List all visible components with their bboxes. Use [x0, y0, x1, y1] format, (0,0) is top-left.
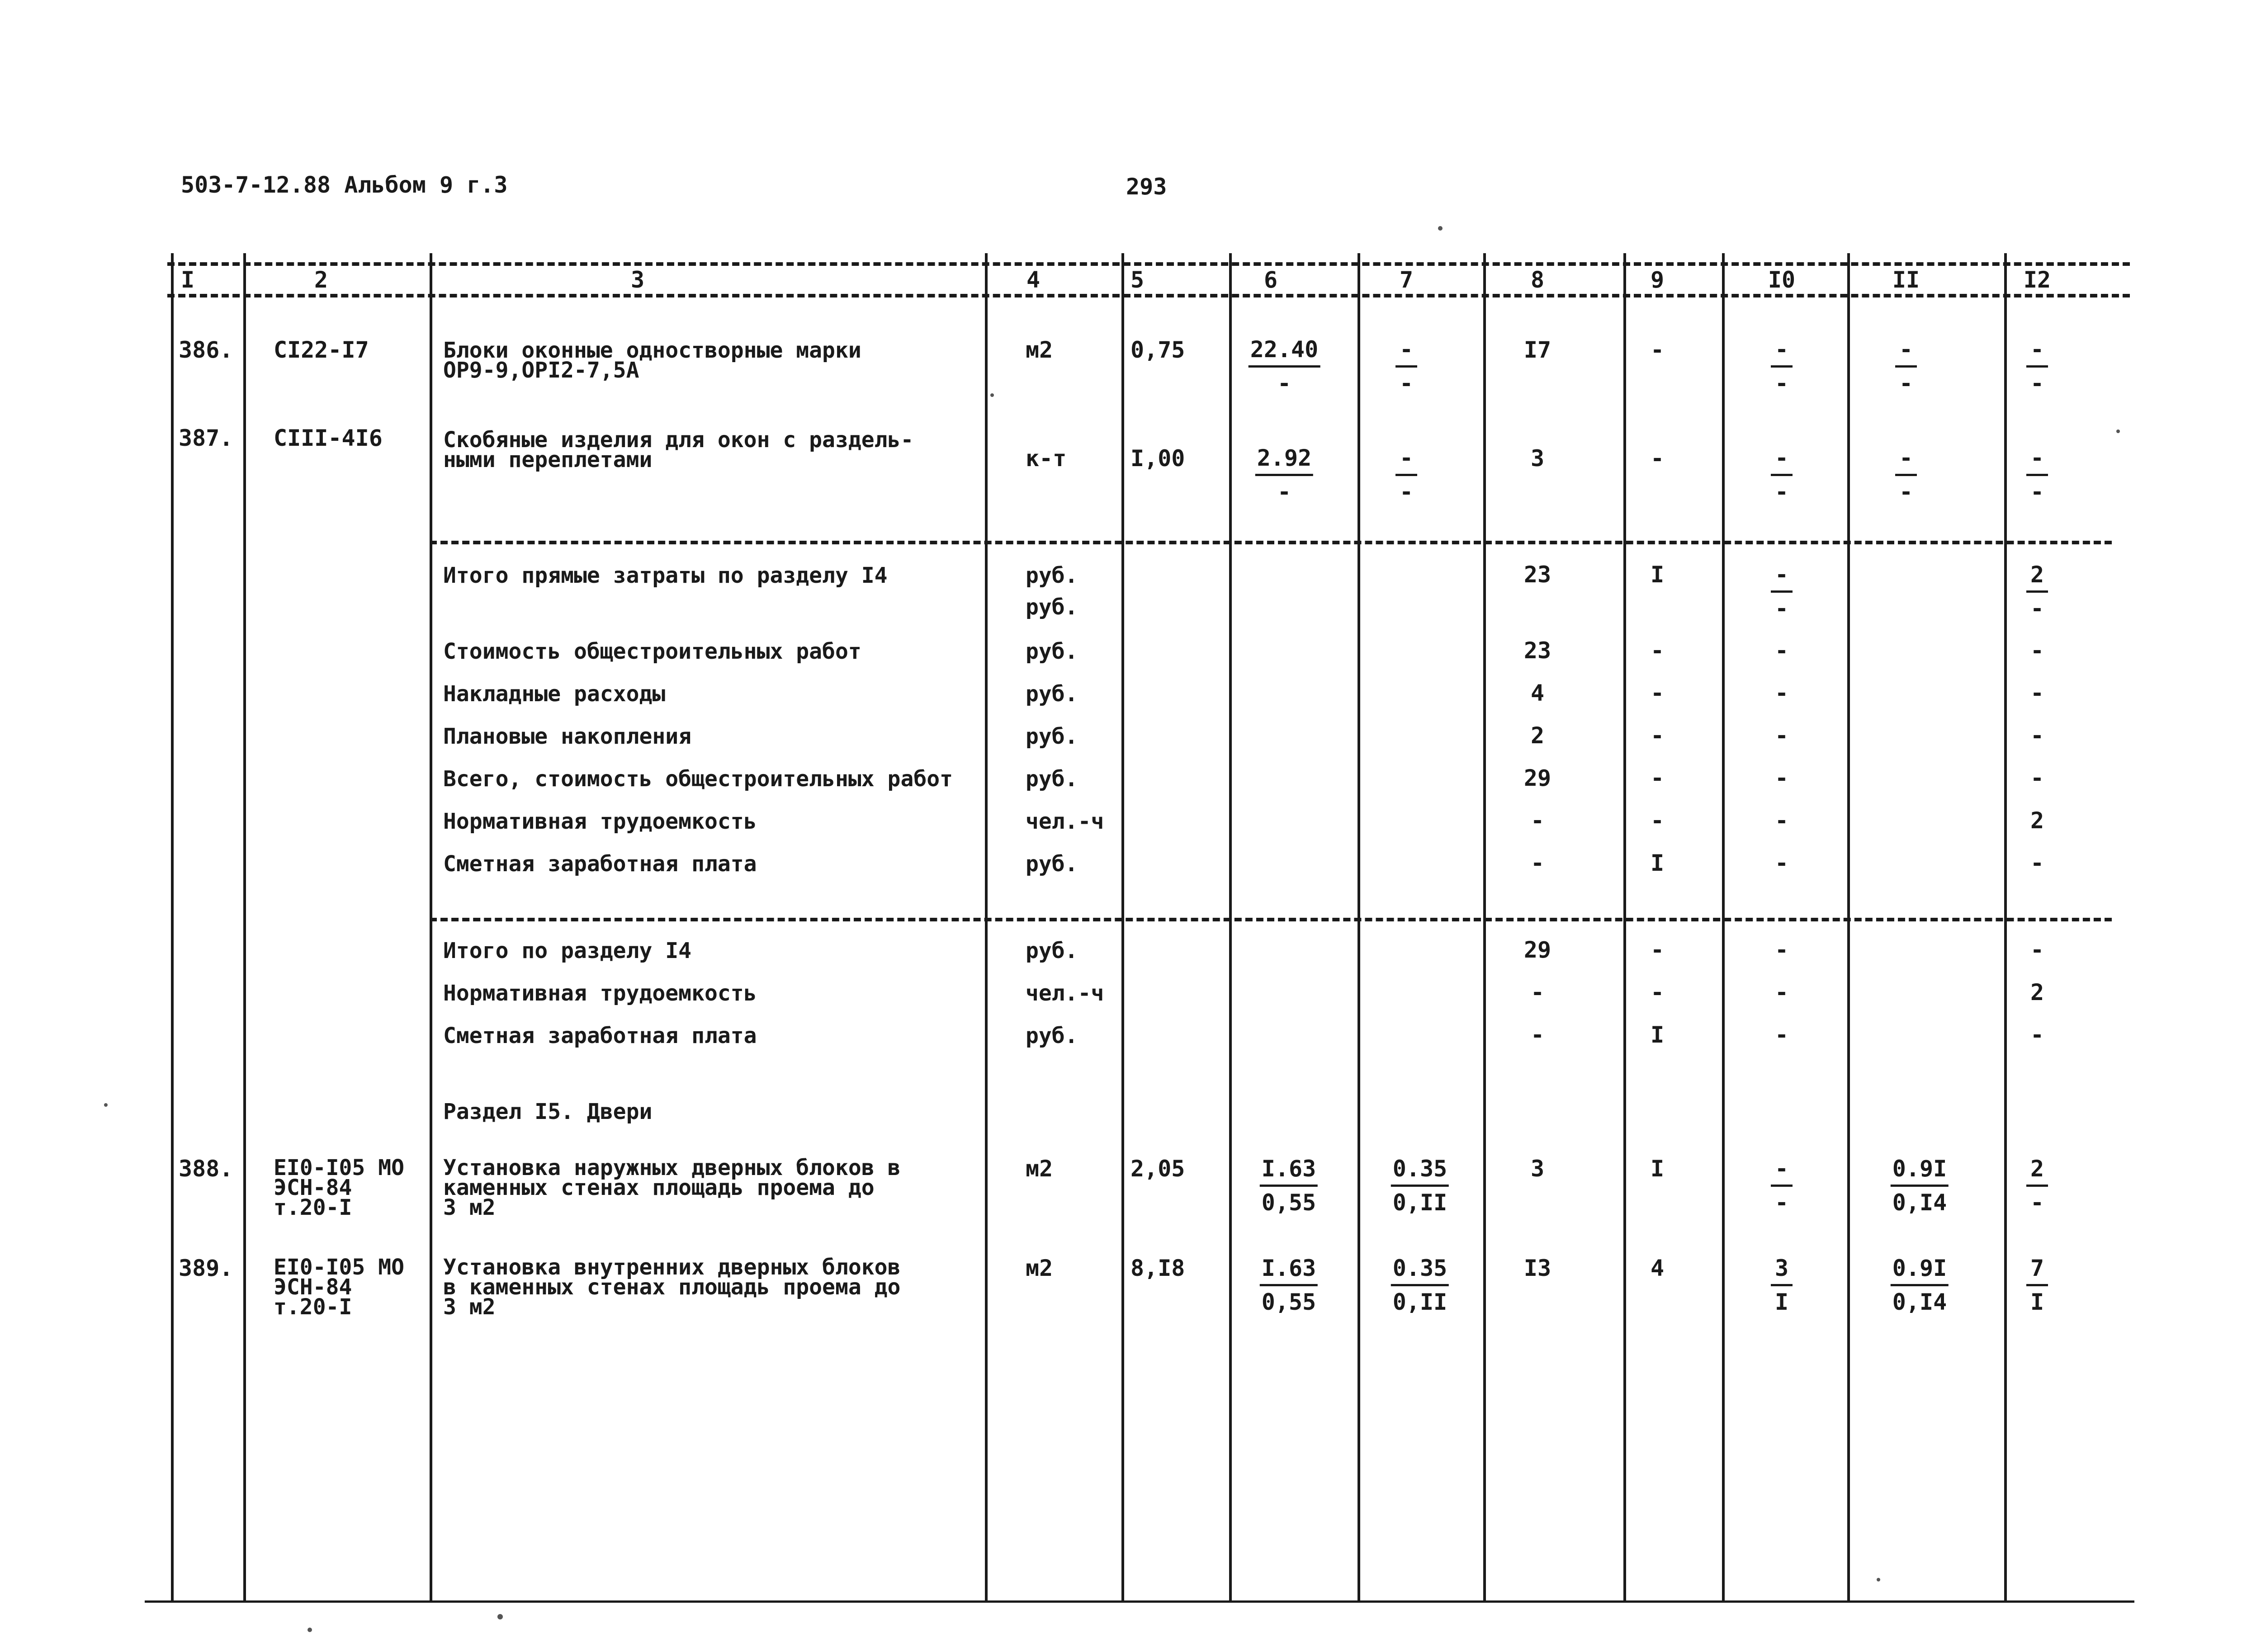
row-description: ными переплетами	[443, 447, 653, 472]
column-header: 5	[1130, 267, 1145, 293]
col6-value: $\frac{I.63}{0,55}$	[1260, 1153, 1318, 1218]
col9-value: -	[1650, 337, 1665, 363]
column-divider	[171, 253, 174, 1600]
col10-value: -	[1774, 979, 1789, 1005]
column-header: I	[181, 267, 195, 293]
scan-speck	[307, 1628, 312, 1632]
scan-speck	[1438, 226, 1443, 231]
column-header: 6	[1263, 267, 1278, 293]
unit: к-т	[1026, 445, 1067, 472]
col9-value: I	[1650, 562, 1665, 588]
column-divider	[1722, 253, 1725, 1600]
scan-speck	[104, 1103, 108, 1107]
column-header: 3	[630, 267, 645, 293]
column-header: 8	[1530, 267, 1545, 293]
unit: руб.	[1026, 851, 1078, 877]
column-header: 2	[314, 267, 328, 293]
row-description: 3 м2	[443, 1294, 496, 1320]
unit: руб.	[1026, 639, 1078, 664]
column-divider	[2004, 253, 2007, 1600]
col9-value: -	[1650, 979, 1665, 1005]
summary-label: Всего, стоимость общестроительных работ	[443, 766, 953, 792]
summary-label: Сметная заработная плата	[443, 851, 757, 877]
col9-value: -	[1650, 445, 1665, 472]
col9-value: -	[1650, 937, 1665, 963]
row-description: в каменных стенах площадь проема до	[443, 1274, 901, 1300]
col8-value: 3	[1530, 1156, 1545, 1182]
col8-value: 2	[1530, 722, 1545, 749]
col8-value: 23	[1523, 637, 1551, 664]
col7-value: - -	[1395, 442, 1417, 508]
price-code: СI22-I7	[274, 337, 369, 363]
col11-value: $\frac{0.9I}{0,I4}$	[1891, 1252, 1949, 1318]
unit: м2	[1026, 1255, 1053, 1281]
col8-value: 29	[1523, 937, 1551, 963]
col10-value: -	[1774, 765, 1789, 791]
col8-value: -	[1530, 850, 1545, 876]
col9-value: I	[1650, 1022, 1665, 1048]
price-code: т.20-I	[274, 1195, 352, 1220]
unit: чел.-ч	[1026, 981, 1104, 1006]
price-code: ЭСН-84	[274, 1175, 352, 1200]
col9-value: 4	[1650, 1255, 1665, 1281]
header-bottom-dashed-rule	[167, 294, 2130, 297]
unit: руб.	[1026, 766, 1078, 792]
col8-value: -	[1530, 979, 1545, 1005]
scan-speck	[990, 393, 994, 397]
page-number: 293	[1126, 174, 1167, 200]
col6-value: 22.40 -	[1249, 334, 1320, 399]
scan-speck	[1877, 1578, 1880, 1581]
col12-value: -	[2030, 637, 2044, 664]
price-code: ЕI0-I05 МО	[274, 1255, 404, 1280]
column-header: 9	[1650, 267, 1665, 293]
column-header: I0	[1768, 267, 1796, 293]
column-header: 7	[1399, 267, 1414, 293]
col12-value: -	[2030, 937, 2044, 963]
summary-dashed-rule	[430, 918, 2112, 921]
row-description: Установка внутренних дверных блоков	[443, 1255, 901, 1280]
column-header: 4	[1026, 267, 1041, 293]
row-description: Установка наружных дверных блоков в	[443, 1155, 901, 1180]
unit: чел.-ч	[1026, 809, 1104, 834]
price-code: т.20-I	[274, 1294, 352, 1320]
column-divider	[1483, 253, 1486, 1600]
unit: руб.	[1026, 1023, 1078, 1048]
column-divider	[1358, 253, 1360, 1600]
col10-value: -	[1774, 1022, 1789, 1048]
col10-value: -	[1774, 937, 1789, 963]
col10-value: -	[1774, 637, 1789, 664]
col8-value: -	[1530, 1022, 1545, 1048]
column-divider	[430, 253, 432, 1600]
col11-value: - -	[1895, 334, 1917, 399]
column-header: I2	[2023, 267, 2051, 293]
col7-value: - -	[1395, 334, 1417, 399]
col8-value: 29	[1523, 765, 1551, 791]
summary-label: Итого прямые затраты по разделу I4	[443, 563, 888, 588]
row-number: 386.	[179, 337, 233, 363]
unit: руб.	[1026, 938, 1078, 963]
col10-value: - -	[1771, 442, 1793, 508]
column-divider	[1121, 253, 1124, 1600]
document-code: 503-7-12.88 Альбом 9 г.3	[181, 172, 508, 198]
row-description: Блоки оконные одностворные марки	[443, 338, 861, 363]
col9-value: I	[1650, 850, 1665, 876]
col10-value: -	[1774, 850, 1789, 876]
col9-value: -	[1650, 807, 1665, 834]
col10-value: -	[1774, 807, 1789, 834]
unit: руб.	[1026, 724, 1078, 749]
col11-value: - -	[1895, 442, 1917, 508]
col9-value: -	[1650, 722, 1665, 749]
col8-value: I7	[1523, 337, 1551, 363]
col9-value: -	[1650, 765, 1665, 791]
summary-label: Нормативная трудоемкость	[443, 809, 757, 834]
col11-value: $\frac{0.9I}{0,I4}$	[1891, 1153, 1949, 1218]
col12-value: $\frac{7}{I}$	[2026, 1252, 2048, 1318]
col9-value: -	[1650, 637, 1665, 664]
row-description: каменных стенах площадь проема до	[443, 1175, 875, 1200]
col12-value: -	[2030, 765, 2044, 791]
col6-value: $\frac{I.63}{0,55}$	[1260, 1252, 1318, 1318]
unit: м2	[1026, 1156, 1053, 1182]
col7-value: $\frac{0.35}{0,II}$	[1391, 1252, 1449, 1318]
col12-value: 2	[2030, 807, 2044, 834]
col10-value: - -	[1771, 559, 1793, 624]
col12-value: -	[2030, 1022, 2044, 1048]
column-divider	[985, 253, 988, 1600]
price-code: ЕI0-I05 МО	[274, 1155, 404, 1180]
row-number: 387.	[179, 425, 233, 451]
unit: руб.	[1026, 595, 1078, 620]
row-description: ОР9-9,ОРI2-7,5А	[443, 358, 639, 383]
col8-value: 23	[1523, 562, 1551, 588]
quantity: I,00	[1130, 445, 1185, 472]
summary-label: Итого по разделу I4	[443, 938, 692, 963]
unit: м2	[1026, 337, 1053, 363]
table-bottom-rule	[145, 1600, 2134, 1603]
summary-label: Нормативная трудоемкость	[443, 981, 757, 1006]
row-description: Скобяные изделия для окон с раздель-	[443, 427, 914, 453]
col10-value: $\frac{3}{I}$	[1771, 1252, 1793, 1318]
column-divider	[1623, 253, 1626, 1600]
scan-speck	[2116, 430, 2120, 433]
col8-value: I3	[1523, 1255, 1551, 1281]
col12-value: -	[2030, 680, 2044, 706]
col8-value: 4	[1530, 680, 1545, 706]
row-number: 389.	[179, 1255, 233, 1281]
col10-value: -	[1774, 722, 1789, 749]
col10-value: -	[1774, 680, 1789, 706]
col12-value: - -	[2026, 334, 2048, 399]
column-divider	[243, 253, 246, 1600]
summary-dashed-rule	[430, 541, 2112, 544]
col12-value: 2 -	[2026, 1153, 2048, 1218]
quantity: 2,05	[1130, 1156, 1185, 1182]
col6-value: 2.92 -	[1255, 442, 1313, 508]
col12-value: 2 -	[2026, 559, 2048, 624]
summary-label: Накладные расходы	[443, 681, 666, 707]
row-number: 388.	[179, 1156, 233, 1182]
section-title: Раздел I5. Двери	[443, 1099, 653, 1124]
row-description: 3 м2	[443, 1195, 496, 1220]
column-header: II	[1892, 267, 1920, 293]
col10-value: - -	[1771, 1153, 1793, 1218]
col12-value: - -	[2026, 442, 2048, 508]
col12-value: 2	[2030, 979, 2044, 1005]
unit: руб.	[1026, 681, 1078, 707]
col9-value: -	[1650, 680, 1665, 706]
summary-label: Сметная заработная плата	[443, 1023, 757, 1048]
unit: руб.	[1026, 563, 1078, 588]
col12-value: -	[2030, 722, 2044, 749]
header-top-dashed-rule	[167, 262, 2130, 266]
price-code: ЭСН-84	[274, 1274, 352, 1300]
summary-label: Стоимость общестроительных работ	[443, 639, 861, 664]
col8-value: 3	[1530, 445, 1545, 472]
scan-speck	[497, 1614, 503, 1619]
col7-value: $\frac{0.35}{0,II}$	[1391, 1153, 1449, 1218]
col10-value: - -	[1771, 334, 1793, 399]
column-divider	[1847, 253, 1850, 1600]
quantity: 0,75	[1130, 337, 1185, 363]
column-divider	[1229, 253, 1232, 1600]
summary-label: Плановые накопления	[443, 724, 692, 749]
price-code: СIII-4I6	[274, 425, 383, 451]
quantity: 8,I8	[1130, 1255, 1185, 1281]
col12-value: -	[2030, 850, 2044, 876]
col8-value: -	[1530, 807, 1545, 834]
col9-value: I	[1650, 1156, 1665, 1182]
